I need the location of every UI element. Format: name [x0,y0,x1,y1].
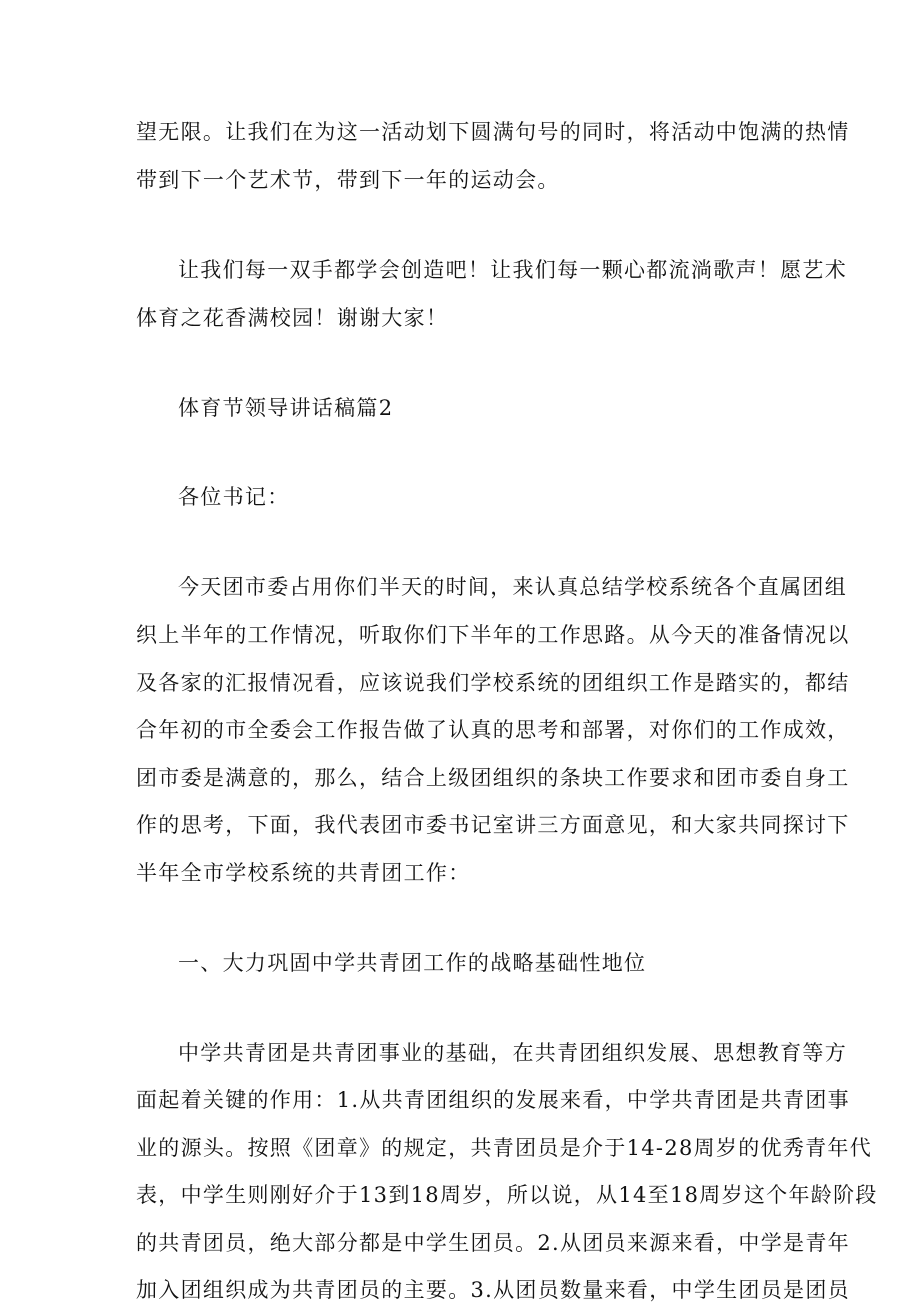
paragraph-line: 望无限。让我们在为这一活动划下圆满句号的同时，将活动中饱满的热情 [136,120,850,144]
paragraph-line: 织上半年的工作情况，听取你们下半年的工作思路。从今天的准备情况以 [136,623,850,647]
paragraph-line: 半年全市学校系统的共青团工作： [136,861,471,885]
paragraph-line: 体育之花香满校园！谢谢大家！ [136,306,449,330]
paragraph-line: 作的思考，下面，我代表团市委书记室讲三方面意见，和大家共同探讨下 [136,813,850,837]
salutation: 各位书记： [178,485,290,509]
section-heading: 体育节领导讲话稿篇2 [178,396,394,420]
paragraph-line: 中学共青团是共青团事业的基础，在共青团组织发展、思想教育等方 [178,1041,847,1065]
paragraph-line: 表，中学生则刚好介于13到18周岁，所以说，从14至18周岁这个年龄阶段 [136,1183,878,1207]
paragraph-line: 今天团市委占用你们半天的时间，来认真总结学校系统各个直属团组 [178,575,847,599]
paragraph-line: 及各家的汇报情况看，应该说我们学校系统的团组织工作是踏实的，都结 [136,671,850,695]
paragraph-line: 合年初的市全委会工作报告做了认真的思考和部署，对你们的工作成效， [136,718,850,742]
paragraph-line: 加入团组织成为共青团员的主要。3.从团员数量来看，中学生团员是团员 [136,1278,850,1302]
paragraph-line: 让我们每一双手都学会创造吧！让我们每一颗心都流淌歌声！愿艺术 [178,258,847,282]
paragraph-line: 的共青团员，绝大部分都是中学生团员。2.从团员来源来看，中学是青年 [136,1231,850,1255]
paragraph-line: 业的源头。按照《团章》的规定，共青团员是介于14-28周岁的优秀青年代 [136,1136,873,1160]
paragraph-line: 团市委是满意的，那么，结合上级团组织的条块工作要求和团市委自身工 [136,766,850,790]
paragraph-line: 带到下一个艺术节，带到下一年的运动会。 [136,168,560,192]
paragraph-line: 面起着关键的作用：1.从共青团组织的发展来看，中学共青团是共青团事 [136,1088,850,1112]
subsection-heading: 一、大力巩固中学共青团工作的战略基础性地位 [178,951,647,975]
